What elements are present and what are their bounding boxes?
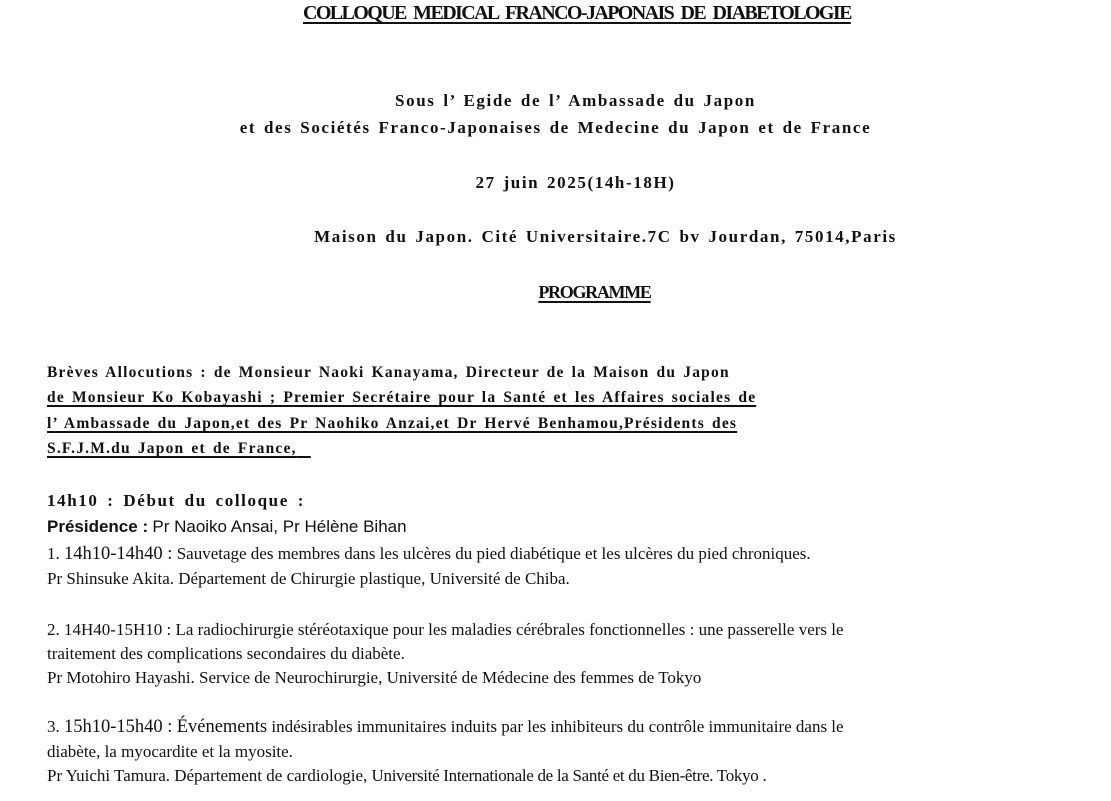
talk-1-number: 1. — [47, 544, 60, 563]
talk-2-number: 2. — [47, 620, 60, 639]
talk-2-title-text: La radiochirurgie stéréotaxique pour les maladies cérébrales fonctionnelles : une passerelle vers le — [175, 620, 844, 639]
session-start: 14h10 : Début du colloque : — [47, 491, 305, 510]
talk-2-time: 14H40-15H10 : — [64, 620, 172, 639]
allocutions-line-1: Brèves Allocutions : de Monsieur Naoki Kanayama, Directeur de la Maison du Japon — [47, 364, 730, 381]
talk-1-title-text: Sauvetage des membres dans les ulcères du pied diabétique et les ulcères du pied chroniques. — [176, 544, 811, 563]
event-date: 27 juin 2025(14h-18H) — [475, 173, 676, 192]
egide-line-2: et des Sociétés Franco-Japonaises de Medecine du Japon et de France — [239, 118, 872, 137]
allocutions-line-4-text: S.F.J.M.du Japon et de France, — [47, 440, 297, 457]
presidence-names: Pr Naoiko Ansai, Pr Hélène Bihan — [152, 517, 407, 536]
talk-3-speaker-part-2: Université Internationale de la Santé et du Bien-être. Tokyo . — [371, 766, 767, 785]
talk-3-number: 3. — [47, 717, 60, 736]
presidence-line — [47, 517, 407, 537]
talk-1-title — [47, 544, 811, 565]
talk-3-title-line-2: diabète, la myocardite et la myosite. — [47, 742, 293, 761]
presidence-label: Présidence : — [47, 517, 149, 536]
allocutions-line-3-text: l’ Ambassade du Japon,et des Pr Naohiko Anzai,et Dr Hervé Benhamou,Présidents des — [47, 415, 738, 432]
allocutions-line-2-text: de Monsieur Ko Kobayashi ; Premier Secrétaire pour la Santé et les Affaires sociales de — [47, 389, 757, 406]
talk-3-title-text: indésirables immunitaires induits par les inhibiteurs du contrôle immunitaire dans le — [271, 717, 844, 736]
event-venue: Maison du Japon. Cité Universitaire.7C bv Jourdan, 75014,Paris — [314, 227, 897, 246]
talk-1-time: 14h10-14h40 : — [64, 544, 173, 564]
allocutions-line-4 — [47, 440, 311, 458]
talk-3-speaker — [47, 766, 766, 786]
talk-2-speaker: Pr Motohiro Hayashi. Service de Neurochirurgie, Université de Médecine des femmes de Tokyo — [47, 668, 702, 687]
talk-3-time: 15h10-15h40 : — [64, 717, 173, 737]
programme-heading: PROGRAMME — [538, 282, 651, 302]
allocutions-line-2 — [47, 389, 756, 407]
talk-2-title-line-2: traitement des complications secondaires du diabète. — [47, 644, 405, 663]
talk-1-speaker: Pr Shinsuke Akita. Département de Chirurgie plastique, Université de Chiba. — [47, 569, 570, 588]
talk-2-title-line-1 — [47, 620, 844, 640]
talk-3-title-line-1 — [47, 717, 844, 738]
talk-3-speaker-part-1: Pr Yuichi Tamura. Département de cardiologie, — [47, 766, 368, 785]
allocutions-line-3 — [47, 415, 737, 433]
page-title: COLLOQUE MEDICAL FRANCO-JAPONAIS DE DIABETOLOGIE — [303, 2, 851, 24]
egide-line-1: Sous l’ Egide de l’ Ambassade du Japon — [395, 91, 756, 110]
talk-3-title-word: Événements — [176, 717, 268, 737]
